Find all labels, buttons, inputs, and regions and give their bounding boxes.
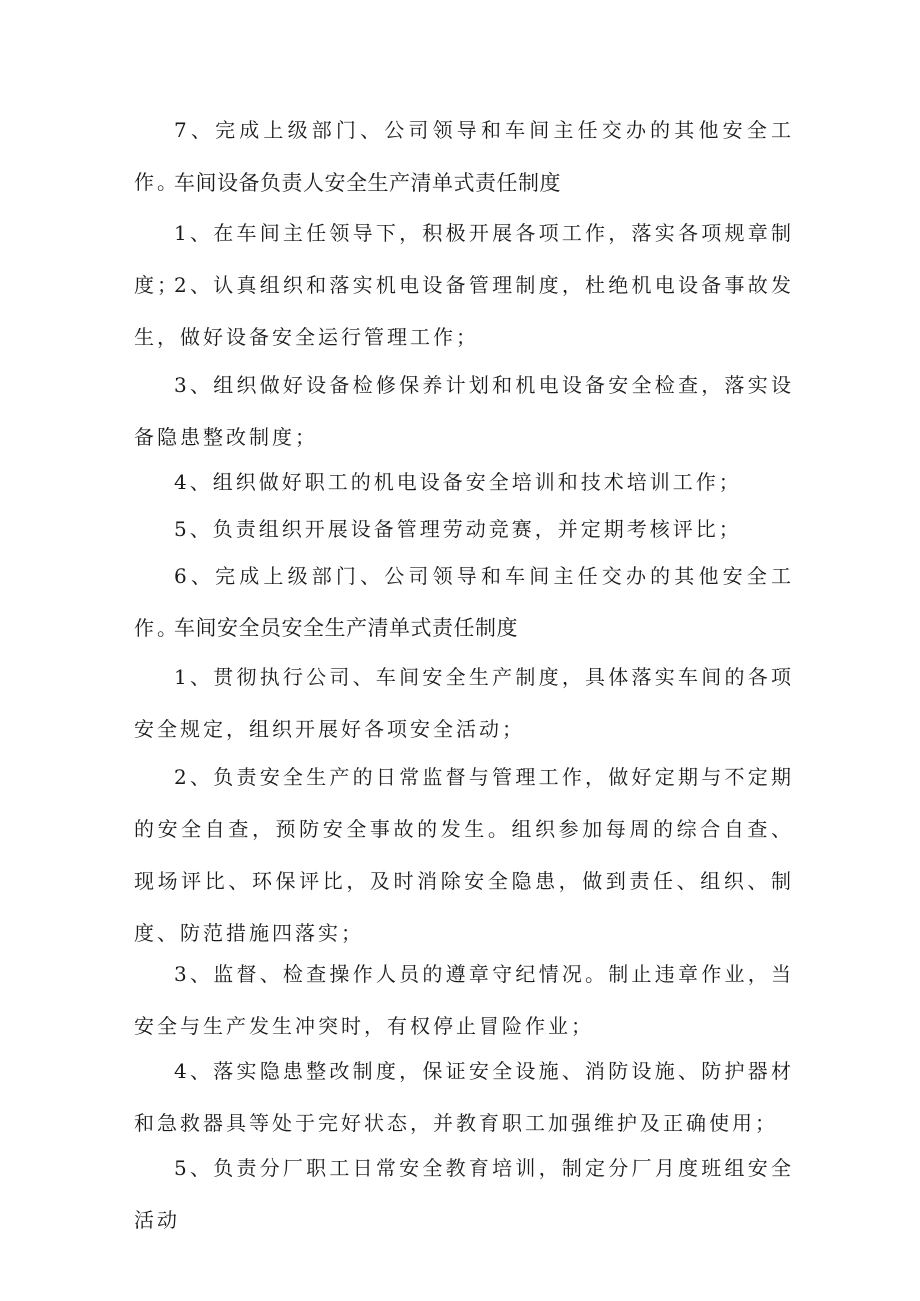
equipment-item-2: 2、认真组织和落实机电设备管理制度，杜绝机电设备事故发生，做好设备安全运行管理工作；	[134, 273, 794, 349]
safety-officer-item-4: 4、落实隐患整改制度，保证安全设施、消防设施、防护器材和急救器具等处于完好状态，并教育职工加强维护及正确使用；	[134, 1059, 794, 1135]
safety-officer-item-1: 1、贯彻执行公司、车间安全生产制度，具体落实车间的各项安全规定，组织开展好各项安全活动；	[134, 665, 794, 741]
equipment-item-4: 4、组织做好职工的机电设备安全培训和技术培训工作；	[174, 470, 742, 494]
equipment-item-5: 5、负责组织开展设备管理劳动竞赛，并定期考核评比；	[174, 517, 742, 541]
equipment-item-6: 6、完成上级部门、公司领导和车间主任交办的其他安全工作。	[134, 564, 794, 640]
equipment-item-1: 1、在车间主任领导下，积极开展各项工作，落实各项规章制度；	[134, 221, 794, 297]
section-title-safety-officer: 车间安全员安全生产清单式责任制度	[174, 616, 518, 640]
safety-officer-item-2: 2、负责安全生产的日常监督与管理工作，做好定期与不定期的安全自查，预防安全事故的发生。组织参加每周的综合自查、现场评比、环保评比，及时消除安全隐患，做到责任、组织、制度、防范措施四落实；	[134, 765, 794, 945]
safety-officer-item-5: 5、负责分厂职工日常安全教育培训，制定分厂月度班组安全活动	[134, 1156, 794, 1232]
equipment-item-3: 3、组织做好设备检修保养计划和机电设备安全检查，落实设备隐患整改制度；	[134, 373, 794, 449]
safety-officer-item-3: 3、监督、检查操作人员的遵章守纪情况。制止违章作业，当安全与生产发生冲突时，有权停止冒险作业；	[134, 962, 794, 1038]
paragraph-item-7: 7、完成上级部门、公司领导和车间主任交办的其他安全工作。	[134, 118, 794, 194]
section-title-equipment: 车间设备负责人安全生产清单式责任制度	[174, 171, 561, 195]
